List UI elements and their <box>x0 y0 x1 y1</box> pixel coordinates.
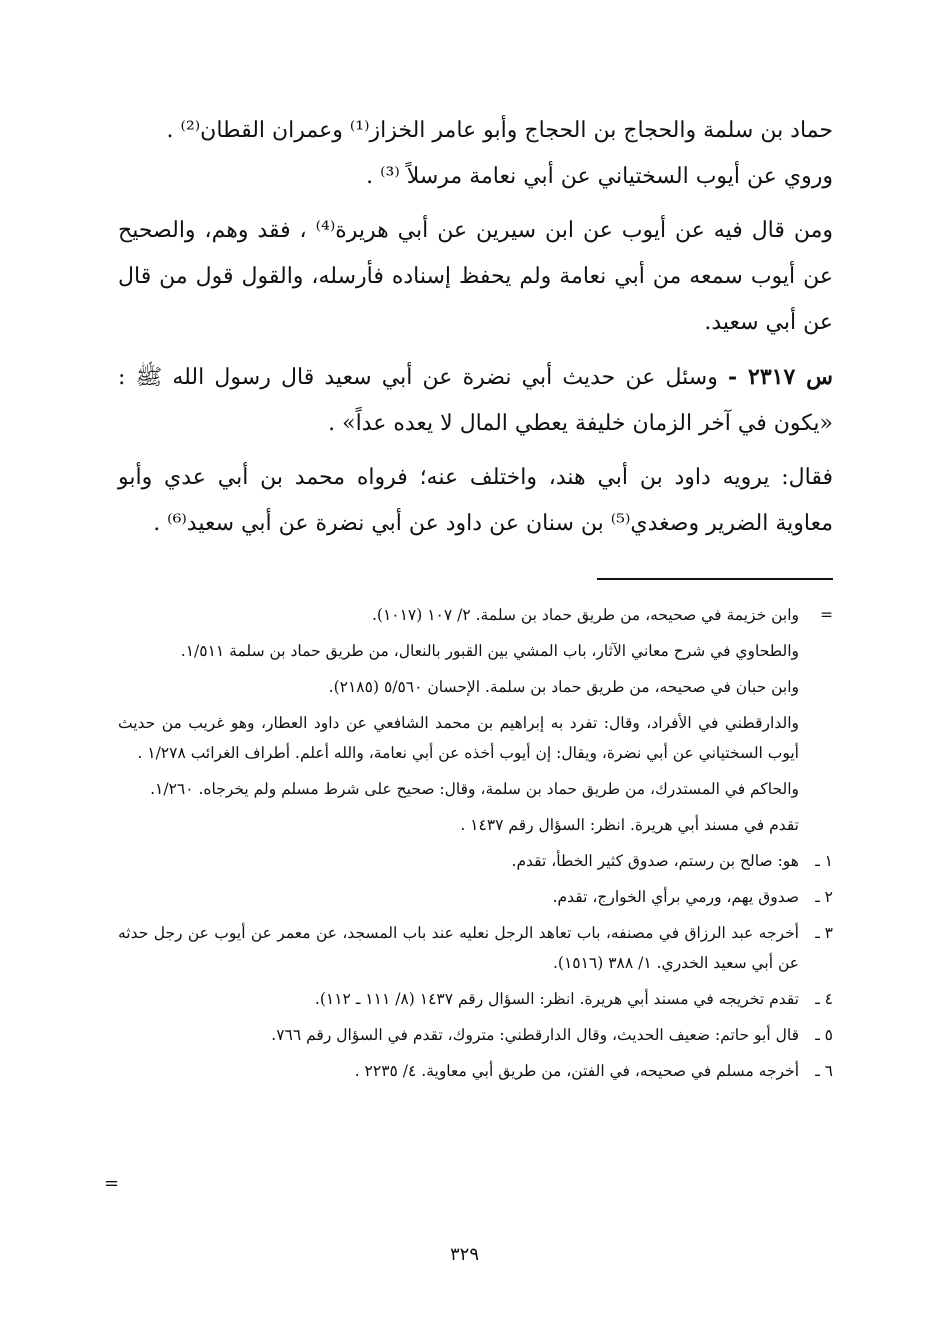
page-number: ٣٢٩ <box>449 1244 479 1265</box>
footnote-text: وابن حبان في صحيحه، من طريق حماد بن سلمة. الإحسان ٥/٥٦٠ (٢١٨٥). <box>328 678 799 696</box>
footnote-text: والحاكم في المستدرك، من طريق حماد بن سلمة، وقال: صحيح على شرط مسلم ولم يخرجاه. ١/٢٦٠. <box>150 780 799 798</box>
continuation-marker-bottom: = <box>104 1173 120 1194</box>
footnote-continued <box>118 774 833 804</box>
footnote-text: وابن خزيمة في صحيحه، من طريق حماد بن سلمة. ٢/ ١٠٧ (١٠١٧). <box>371 606 799 624</box>
footnote-continued <box>118 636 833 666</box>
footnote-text: أخرجه عبد الرزاق في مصنفه، باب تعاهد الرجل نعليه عند باب المسجد، عن معمر عن أيوب عن رجل حدثه عن أبي سعيد الخدري. ١/ ٣٨٨ (١٥١٦). <box>118 924 799 972</box>
paragraph-sahih: ومن قال فيه عن أيوب عن ابن سيرين عن أبي هريرة⁽⁴⁾ ، فقد وهم، والصحيح عن أيوب سمعه من أبي نعامة ولم يحفظ إسناده فأرسله، والقول قول من قال عن أبي سعيد. <box>118 218 833 335</box>
footnote-number: ٢ ـ <box>815 888 833 906</box>
footnote-6 <box>118 1056 833 1086</box>
footnote-text: والدارقطني في الأفراد، وقال: تفرد به إبراهيم بن محمد الشافعي عن داود العطار، وهو غريب من حديث أيوب السختياني عن أبي نضرة، ويقال: إن أيوب أخذه عن أبي نعامة، والله أعلم. أطراف الغرائب ١/٢٧٨ . <box>118 714 799 762</box>
footnote-text: قال أبو حاتم: ضعيف الحديث، وقال الدارقطني: متروك، تقدم في السؤال رقم ٧٦٦. <box>271 1026 799 1044</box>
main-line-2: وروي عن أيوب السختياني عن أبي نعامة مرسلاً ⁽³⁾ . <box>366 164 833 189</box>
footnote-text: تقدم تخريجه في مسند أبي هريرة. انظر: السؤال رقم ١٤٣٧ (٨/ ١١١ ـ ١١٢). <box>314 990 799 1008</box>
footnote-continued <box>118 600 833 630</box>
footnote-separator <box>597 578 833 580</box>
footnote-number: ٤ ـ <box>815 990 833 1008</box>
continuation-marker: = <box>820 606 833 624</box>
footnote-number: ٣ ـ <box>815 924 833 942</box>
question-paragraph <box>118 354 833 447</box>
footnote-3 <box>118 918 833 978</box>
main-line-1: حماد بن سلمة والحجاج بن الحجاج وأبو عامر الخزاز⁽¹⁾ وعمران القطان⁽²⁾ . <box>166 118 833 143</box>
question-number: س ٢٣١٧ - <box>728 364 833 390</box>
footnotes <box>118 600 833 1092</box>
footnote-4 <box>118 984 833 1014</box>
answer-paragraph: فقال: يرويه داود بن أبي هند، واختلف عنه؛ فرواه محمد بن أبي عدي وأبو معاوية الضرير وصغدي⁽⁵⁾ بن سنان عن داود عن أبي نضرة عن أبي سعيد⁽⁶⁾ . <box>118 465 833 536</box>
footnote-number: ٦ ـ <box>815 1062 833 1080</box>
main-text <box>118 108 833 547</box>
footnote-text: صدوق يهم، ورمي برأي الخوارج، تقدم. <box>552 888 799 906</box>
footnote-continued <box>118 708 833 768</box>
footnote-text: هو: صالح بن رستم، صدوق كثير الخطأ، تقدم. <box>511 852 799 870</box>
footnote-continued <box>118 810 833 840</box>
footnote-1 <box>118 846 833 876</box>
footnote-text: أخرجه مسلم في صحيحه، في الفتن، من طريق أبي معاوية. ٤/ ٢٢٣٥ . <box>354 1062 799 1080</box>
footnote-number: ٥ ـ <box>815 1026 833 1044</box>
footnote-5 <box>118 1020 833 1050</box>
footnote-continued <box>118 672 833 702</box>
footnote-text: والطحاوي في شرح معاني الآثار، باب المشي بين القبور بالنعال، من طريق حماد بن سلمة ١/٥١١. <box>180 642 799 660</box>
question-text: وسئل عن حديث أبي نضرة عن أبي سعيد قال رسول الله ﷺ : «يكون في آخر الزمان خليفة يعطي المال لا يعده عداً» . <box>118 365 833 436</box>
footnote-number: ١ ـ <box>815 852 833 870</box>
footnote-text: تقدم في مسند أبي هريرة. انظر: السؤال رقم ١٤٣٧ . <box>460 816 799 834</box>
footnote-2 <box>118 882 833 912</box>
